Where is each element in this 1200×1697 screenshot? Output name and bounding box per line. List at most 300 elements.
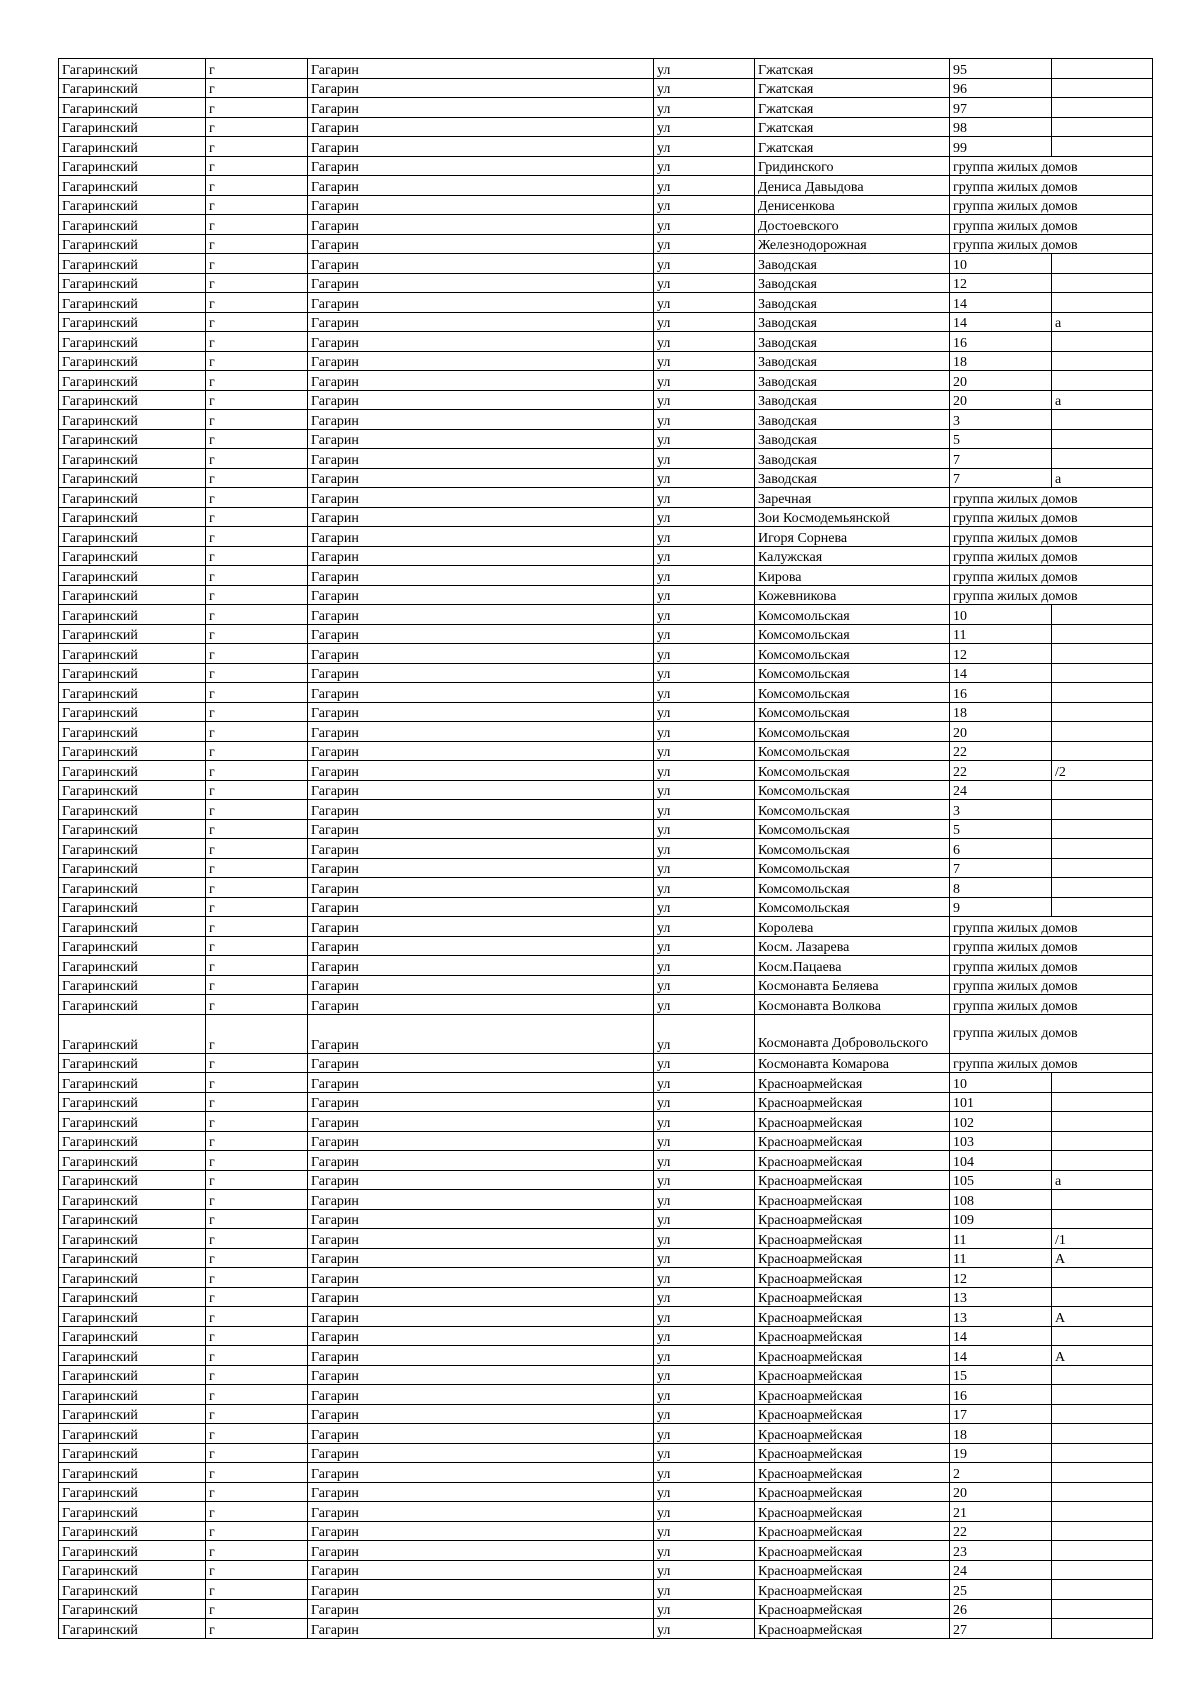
- street-type-cell: ул: [654, 1092, 755, 1112]
- district-cell: Гагаринский: [59, 878, 206, 898]
- house-cell: 99: [950, 137, 1052, 157]
- street-cell: Красноармейская: [755, 1404, 950, 1424]
- table-row: [59, 1053, 1153, 1073]
- house-cell: 14: [950, 1326, 1052, 1346]
- street-type-cell: ул: [654, 975, 755, 995]
- district-cell: Гагаринский: [59, 1580, 206, 1600]
- suffix-cell: [1052, 683, 1153, 703]
- street-cell: Космонавта Комарова: [755, 1053, 950, 1073]
- street-cell: Заводская: [755, 312, 950, 332]
- locality-type-cell: г: [206, 1560, 308, 1580]
- suffix-cell: [1052, 800, 1153, 820]
- table-row: [59, 390, 1153, 410]
- street-type-cell: ул: [654, 1560, 755, 1580]
- house-cell: группа жилых домов: [950, 975, 1052, 995]
- locality-type-cell: г: [206, 527, 308, 547]
- locality-type-cell: г: [206, 683, 308, 703]
- locality-type-cell: г: [206, 1209, 308, 1229]
- district-cell: Гагаринский: [59, 254, 206, 274]
- locality-type-cell: г: [206, 488, 308, 508]
- street-type-cell: ул: [654, 839, 755, 859]
- table-row: [59, 956, 1153, 976]
- street-cell: Красноармейская: [755, 1131, 950, 1151]
- street-cell: Красноармейская: [755, 1580, 950, 1600]
- house-cell: 97: [950, 98, 1052, 118]
- table-row: [59, 858, 1153, 878]
- locality-type-cell: г: [206, 878, 308, 898]
- table-row: [59, 176, 1153, 196]
- house-cell: 7: [950, 858, 1052, 878]
- street-cell: Красноармейская: [755, 1307, 950, 1327]
- district-cell: Гагаринский: [59, 1307, 206, 1327]
- house-cell: 7: [950, 449, 1052, 469]
- locality-type-cell: г: [206, 410, 308, 430]
- address-table-body: [59, 59, 1153, 1639]
- street-cell: Комсомольская: [755, 683, 950, 703]
- locality-cell: Гагарин: [308, 156, 654, 176]
- street-cell: Красноармейская: [755, 1424, 950, 1444]
- house-cell: группа жилых домов: [950, 215, 1052, 235]
- street-cell: Кирова: [755, 566, 950, 586]
- suffix-cell: /2: [1052, 761, 1153, 781]
- district-cell: Гагаринский: [59, 215, 206, 235]
- street-type-cell: ул: [654, 1073, 755, 1093]
- street-cell: Гжатская: [755, 117, 950, 137]
- house-cell: 9: [950, 897, 1052, 917]
- house-cell: группа жилых домов: [950, 546, 1052, 566]
- locality-cell: Гагарин: [308, 1268, 654, 1288]
- suffix-cell: [1052, 722, 1153, 742]
- table-row: [59, 1170, 1153, 1190]
- district-cell: Гагаринский: [59, 936, 206, 956]
- suffix-cell: [1052, 410, 1153, 430]
- street-cell: Достоевского: [755, 215, 950, 235]
- district-cell: Гагаринский: [59, 449, 206, 469]
- street-cell: Красноармейская: [755, 1073, 950, 1093]
- house-cell: группа жилых домов: [950, 156, 1052, 176]
- locality-type-cell: г: [206, 507, 308, 527]
- street-cell: Комсомольская: [755, 741, 950, 761]
- locality-cell: Гагарин: [308, 761, 654, 781]
- street-type-cell: ул: [654, 312, 755, 332]
- street-type-cell: ул: [654, 1619, 755, 1639]
- district-cell: Гагаринский: [59, 1248, 206, 1268]
- street-type-cell: ул: [654, 1287, 755, 1307]
- locality-type-cell: г: [206, 351, 308, 371]
- district-cell: Гагаринский: [59, 1131, 206, 1151]
- district-cell: Гагаринский: [59, 956, 206, 976]
- locality-type-cell: г: [206, 1521, 308, 1541]
- locality-cell: Гагарин: [308, 741, 654, 761]
- locality-cell: Гагарин: [308, 176, 654, 196]
- house-cell: группа жилых домов: [950, 176, 1052, 196]
- house-cell: 6: [950, 839, 1052, 859]
- house-cell: 98: [950, 117, 1052, 137]
- district-cell: Гагаринский: [59, 293, 206, 313]
- suffix-cell: [1052, 1482, 1153, 1502]
- street-type-cell: ул: [654, 488, 755, 508]
- table-row: [59, 1131, 1153, 1151]
- house-cell: 14: [950, 312, 1052, 332]
- table-row: [59, 566, 1153, 586]
- street-type-cell: ул: [654, 702, 755, 722]
- locality-cell: Гагарин: [308, 800, 654, 820]
- table-row: [59, 468, 1153, 488]
- locality-type-cell: г: [206, 624, 308, 644]
- table-row: [59, 1385, 1153, 1405]
- suffix-cell: [1052, 1326, 1153, 1346]
- house-cell: 102: [950, 1112, 1052, 1132]
- district-cell: Гагаринский: [59, 429, 206, 449]
- street-cell: Железнодорожная: [755, 234, 950, 254]
- locality-cell: Гагарин: [308, 1365, 654, 1385]
- street-type-cell: ул: [654, 917, 755, 937]
- suffix-cell: [1052, 59, 1153, 79]
- locality-cell: Гагарин: [308, 1404, 654, 1424]
- address-table: [58, 58, 1153, 1639]
- street-type-cell: ул: [654, 390, 755, 410]
- table-row: [59, 663, 1153, 683]
- suffix-cell: А: [1052, 1346, 1153, 1366]
- house-cell: группа жилых домов: [950, 1014, 1052, 1053]
- district-cell: Гагаринский: [59, 1619, 206, 1639]
- suffix-cell: [1052, 137, 1153, 157]
- locality-type-cell: г: [206, 585, 308, 605]
- district-cell: Гагаринский: [59, 1092, 206, 1112]
- street-type-cell: ул: [654, 1404, 755, 1424]
- suffix-cell: [1052, 1560, 1153, 1580]
- locality-cell: Гагарин: [308, 1014, 654, 1053]
- locality-type-cell: г: [206, 605, 308, 625]
- district-cell: Гагаринский: [59, 137, 206, 157]
- house-cell: 105: [950, 1170, 1052, 1190]
- suffix-cell: [1052, 1541, 1153, 1561]
- table-row: [59, 800, 1153, 820]
- table-row: [59, 117, 1153, 137]
- locality-type-cell: г: [206, 1424, 308, 1444]
- suffix-cell: [1052, 449, 1153, 469]
- house-cell: 24: [950, 1560, 1052, 1580]
- street-type-cell: ул: [654, 1502, 755, 1522]
- suffix-cell: [1052, 1073, 1153, 1093]
- suffix-cell: [1052, 1092, 1153, 1112]
- house-cell: 22: [950, 1521, 1052, 1541]
- street-type-cell: ул: [654, 176, 755, 196]
- street-type-cell: ул: [654, 1365, 755, 1385]
- locality-cell: Гагарин: [308, 1326, 654, 1346]
- house-cell: 18: [950, 351, 1052, 371]
- street-type-cell: ул: [654, 585, 755, 605]
- table-row: [59, 1209, 1153, 1229]
- house-cell: группа жилых домов: [950, 195, 1052, 215]
- locality-type-cell: г: [206, 1092, 308, 1112]
- district-cell: Гагаринский: [59, 507, 206, 527]
- street-type-cell: ул: [654, 1599, 755, 1619]
- street-cell: Комсомольская: [755, 624, 950, 644]
- district-cell: Гагаринский: [59, 1014, 206, 1053]
- locality-cell: Гагарин: [308, 819, 654, 839]
- table-row: [59, 156, 1153, 176]
- locality-cell: Гагарин: [308, 936, 654, 956]
- street-cell: Заводская: [755, 351, 950, 371]
- street-type-cell: ул: [654, 1131, 755, 1151]
- locality-type-cell: г: [206, 1619, 308, 1639]
- house-cell: 16: [950, 1385, 1052, 1405]
- suffix-cell: [1052, 644, 1153, 664]
- street-cell: Заречная: [755, 488, 950, 508]
- street-type-cell: ул: [654, 800, 755, 820]
- street-type-cell: ул: [654, 98, 755, 118]
- street-cell: Кожевникова: [755, 585, 950, 605]
- table-row: [59, 273, 1153, 293]
- locality-cell: Гагарин: [308, 1346, 654, 1366]
- street-cell: Красноармейская: [755, 1521, 950, 1541]
- suffix-cell: [1052, 624, 1153, 644]
- locality-type-cell: г: [206, 800, 308, 820]
- street-type-cell: ул: [654, 1463, 755, 1483]
- suffix-cell: [1052, 1365, 1153, 1385]
- locality-type-cell: г: [206, 975, 308, 995]
- house-cell: 5: [950, 429, 1052, 449]
- table-row: [59, 1229, 1153, 1249]
- house-cell: 22: [950, 741, 1052, 761]
- suffix-cell: [1052, 429, 1153, 449]
- locality-cell: Гагарин: [308, 585, 654, 605]
- locality-type-cell: г: [206, 1307, 308, 1327]
- table-row: [59, 1326, 1153, 1346]
- district-cell: Гагаринский: [59, 351, 206, 371]
- suffix-cell: [1052, 605, 1153, 625]
- house-cell: 20: [950, 371, 1052, 391]
- district-cell: Гагаринский: [59, 390, 206, 410]
- locality-type-cell: г: [206, 917, 308, 937]
- locality-cell: Гагарин: [308, 1482, 654, 1502]
- street-cell: Комсомольская: [755, 722, 950, 742]
- house-cell: 23: [950, 1541, 1052, 1561]
- locality-cell: Гагарин: [308, 1463, 654, 1483]
- district-cell: Гагаринский: [59, 78, 206, 98]
- street-type-cell: ул: [654, 1482, 755, 1502]
- suffix-cell: [1052, 897, 1153, 917]
- locality-cell: Гагарин: [308, 663, 654, 683]
- house-cell: 5: [950, 819, 1052, 839]
- street-cell: Комсомольская: [755, 702, 950, 722]
- table-row: [59, 1619, 1153, 1639]
- locality-type-cell: г: [206, 1170, 308, 1190]
- locality-type-cell: г: [206, 176, 308, 196]
- locality-type-cell: г: [206, 195, 308, 215]
- locality-cell: Гагарин: [308, 1560, 654, 1580]
- locality-type-cell: г: [206, 254, 308, 274]
- street-type-cell: ул: [654, 1229, 755, 1249]
- locality-type-cell: г: [206, 566, 308, 586]
- house-cell: 11: [950, 1248, 1052, 1268]
- street-cell: Заводская: [755, 254, 950, 274]
- table-row: [59, 507, 1153, 527]
- street-cell: Красноармейская: [755, 1190, 950, 1210]
- table-row: [59, 683, 1153, 703]
- district-cell: Гагаринский: [59, 1053, 206, 1073]
- locality-cell: Гагарин: [308, 1248, 654, 1268]
- street-cell: Комсомольская: [755, 605, 950, 625]
- street-type-cell: ул: [654, 1053, 755, 1073]
- house-cell: 10: [950, 605, 1052, 625]
- locality-type-cell: г: [206, 761, 308, 781]
- street-type-cell: ул: [654, 1346, 755, 1366]
- district-cell: Гагаринский: [59, 1190, 206, 1210]
- locality-type-cell: г: [206, 312, 308, 332]
- locality-type-cell: г: [206, 995, 308, 1015]
- table-row: [59, 410, 1153, 430]
- house-cell: 3: [950, 800, 1052, 820]
- district-cell: Гагаринский: [59, 1521, 206, 1541]
- street-type-cell: ул: [654, 1326, 755, 1346]
- street-cell: Красноармейская: [755, 1599, 950, 1619]
- suffix-cell: [1052, 819, 1153, 839]
- table-row: [59, 1092, 1153, 1112]
- locality-cell: Гагарин: [308, 975, 654, 995]
- district-cell: Гагаринский: [59, 663, 206, 683]
- locality-type-cell: г: [206, 1385, 308, 1405]
- locality-cell: Гагарин: [308, 1443, 654, 1463]
- table-row: [59, 1502, 1153, 1522]
- house-cell: 22: [950, 761, 1052, 781]
- suffix-cell: [1052, 1599, 1153, 1619]
- street-cell: Красноармейская: [755, 1502, 950, 1522]
- district-cell: Гагаринский: [59, 702, 206, 722]
- house-cell: 103: [950, 1131, 1052, 1151]
- district-cell: Гагаринский: [59, 858, 206, 878]
- suffix-cell: [1052, 78, 1153, 98]
- street-cell: Королева: [755, 917, 950, 937]
- district-cell: Гагаринский: [59, 1443, 206, 1463]
- street-cell: Косм. Лазарева: [755, 936, 950, 956]
- suffix-cell: [1052, 1580, 1153, 1600]
- district-cell: Гагаринский: [59, 488, 206, 508]
- table-row: [59, 78, 1153, 98]
- house-cell: 19: [950, 1443, 1052, 1463]
- district-cell: Гагаринский: [59, 741, 206, 761]
- district-cell: Гагаринский: [59, 1346, 206, 1366]
- locality-type-cell: г: [206, 1287, 308, 1307]
- suffix-cell: [1052, 1268, 1153, 1288]
- district-cell: Гагаринский: [59, 897, 206, 917]
- district-cell: Гагаринский: [59, 819, 206, 839]
- locality-cell: Гагарин: [308, 390, 654, 410]
- street-type-cell: ул: [654, 605, 755, 625]
- street-cell: Красноармейская: [755, 1287, 950, 1307]
- house-cell: группа жилых домов: [950, 527, 1052, 547]
- street-cell: Космонавта Волкова: [755, 995, 950, 1015]
- table-row: [59, 254, 1153, 274]
- district-cell: Гагаринский: [59, 1287, 206, 1307]
- table-row: [59, 137, 1153, 157]
- locality-cell: Гагарин: [308, 839, 654, 859]
- locality-type-cell: г: [206, 1599, 308, 1619]
- district-cell: Гагаринский: [59, 585, 206, 605]
- table-row: [59, 449, 1153, 469]
- table-row: [59, 1014, 1153, 1053]
- suffix-cell: а: [1052, 468, 1153, 488]
- street-cell: Комсомольская: [755, 663, 950, 683]
- locality-type-cell: г: [206, 722, 308, 742]
- street-cell: Комсомольская: [755, 780, 950, 800]
- suffix-cell: [1052, 1463, 1153, 1483]
- street-type-cell: ул: [654, 663, 755, 683]
- locality-type-cell: г: [206, 702, 308, 722]
- locality-type-cell: г: [206, 819, 308, 839]
- house-cell: 14: [950, 663, 1052, 683]
- street-type-cell: ул: [654, 156, 755, 176]
- street-type-cell: ул: [654, 1112, 755, 1132]
- locality-type-cell: г: [206, 1541, 308, 1561]
- table-row: [59, 1599, 1153, 1619]
- table-row: [59, 1346, 1153, 1366]
- street-type-cell: ул: [654, 195, 755, 215]
- street-cell: Красноармейская: [755, 1619, 950, 1639]
- district-cell: Гагаринский: [59, 1209, 206, 1229]
- table-row: [59, 1424, 1153, 1444]
- locality-type-cell: г: [206, 1229, 308, 1249]
- table-row: [59, 1404, 1153, 1424]
- street-type-cell: ул: [654, 1307, 755, 1327]
- house-cell: 13: [950, 1307, 1052, 1327]
- suffix-cell: А: [1052, 1307, 1153, 1327]
- locality-cell: Гагарин: [308, 254, 654, 274]
- locality-type-cell: г: [206, 156, 308, 176]
- street-type-cell: ул: [654, 761, 755, 781]
- locality-type-cell: г: [206, 1365, 308, 1385]
- district-cell: Гагаринский: [59, 683, 206, 703]
- locality-cell: Гагарин: [308, 312, 654, 332]
- street-type-cell: ул: [654, 897, 755, 917]
- street-cell: Красноармейская: [755, 1092, 950, 1112]
- district-cell: Гагаринский: [59, 1229, 206, 1249]
- table-row: [59, 1112, 1153, 1132]
- table-row: [59, 371, 1153, 391]
- suffix-cell: [1052, 254, 1153, 274]
- street-type-cell: ул: [654, 449, 755, 469]
- locality-type-cell: г: [206, 429, 308, 449]
- table-row: [59, 644, 1153, 664]
- district-cell: Гагаринский: [59, 312, 206, 332]
- district-cell: Гагаринский: [59, 1385, 206, 1405]
- suffix-cell: [1052, 371, 1153, 391]
- table-row: [59, 1190, 1153, 1210]
- locality-cell: Гагарин: [308, 605, 654, 625]
- locality-type-cell: г: [206, 956, 308, 976]
- house-cell: группа жилых домов: [950, 507, 1052, 527]
- street-cell: Красноармейская: [755, 1151, 950, 1171]
- locality-type-cell: г: [206, 1482, 308, 1502]
- locality-cell: Гагарин: [308, 1190, 654, 1210]
- locality-type-cell: г: [206, 390, 308, 410]
- locality-type-cell: г: [206, 1404, 308, 1424]
- suffix-cell: А: [1052, 1248, 1153, 1268]
- street-cell: Красноармейская: [755, 1443, 950, 1463]
- street-type-cell: ул: [654, 741, 755, 761]
- house-cell: группа жилых домов: [950, 585, 1052, 605]
- district-cell: Гагаринский: [59, 800, 206, 820]
- house-cell: 96: [950, 78, 1052, 98]
- locality-type-cell: г: [206, 1190, 308, 1210]
- table-row: [59, 1307, 1153, 1327]
- district-cell: Гагаринский: [59, 1326, 206, 1346]
- locality-type-cell: г: [206, 1326, 308, 1346]
- street-cell: Гжатская: [755, 137, 950, 157]
- district-cell: Гагаринский: [59, 780, 206, 800]
- locality-cell: Гагарин: [308, 878, 654, 898]
